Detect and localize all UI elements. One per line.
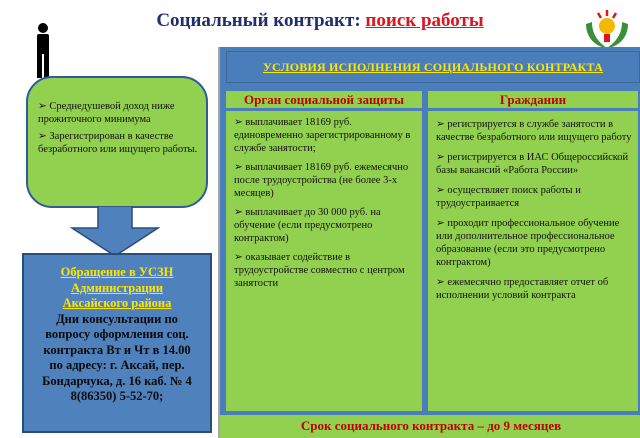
office-header-line: Администрации	[70, 280, 164, 295]
down-arrow-icon	[70, 206, 160, 256]
list-item: ➢ ежемесячно предоставляет отчет об исполнении условий контракта	[436, 277, 609, 301]
citizen-header: Гражданин	[428, 91, 638, 108]
conditions-heading: УСЛОВИЯ ИСПОЛНЕНИЯ СОЦИАЛЬНОГО КОНТРАКТА	[226, 51, 640, 83]
requirement-item: ➢ Среднедушевой доход ниже прожиточного минимума	[38, 101, 175, 125]
title-highlight: поиск работы	[365, 10, 484, 31]
office-contact-box	[22, 253, 212, 433]
list-item: ➢ выплачивает до 30 000 руб. на обучение (если предусмотрено контрактом)	[234, 207, 381, 244]
office-body-line: 8(86350) 5-52-70;	[70, 389, 164, 403]
office-body-line: контракта Вт и Чт в 14.00	[43, 342, 191, 357]
list-item: ➢ проходит профессиональное обучение или дополнительное профессиональное образование (если это предусмотрено контрактом)	[436, 218, 620, 268]
list-item: ➢ выплачивает 18169 руб. единовременно зарегистрированному в службе занятости;	[234, 117, 411, 154]
requirement-item: ➢ Зарегистрирован в качестве безработного или ищущего работы.	[38, 131, 198, 155]
office-body-line: по адресу: г. Аксай, пер.	[49, 358, 185, 372]
list-item: ➢ осуществляет поиск работы и трудоустраивается	[436, 185, 581, 209]
office-body-line: вопросу оформления соц.	[45, 327, 189, 341]
office-body-line: Бондарчука, д. 16 каб. № 4	[42, 373, 192, 388]
title-prefix: Социальный контракт:	[156, 10, 366, 31]
contract-term-banner: Срок социального контракта – до 9 месяцев	[220, 415, 640, 438]
page-title	[0, 10, 640, 32]
citizen-column	[428, 111, 638, 411]
social-protection-column	[226, 111, 422, 411]
office-header-line: Аксайского района	[62, 296, 172, 310]
social-protection-header: Орган социальной защиты	[226, 91, 422, 108]
person-icon	[32, 22, 54, 78]
requirements-oval	[26, 76, 208, 208]
list-item: ➢ регистрируется в службе занятости в качестве безработного или ищущего работу	[436, 119, 632, 143]
list-item: ➢ оказывает содействие в трудоустройстве совместно с центром занятости	[234, 252, 405, 289]
office-header-line: Обращение в УСЗН	[60, 265, 174, 279]
hands-logo-icon	[582, 4, 632, 50]
office-body-line: Дни консультации по	[56, 311, 178, 326]
list-item: ➢ выплачивает 18169 руб. ежемесячно после трудоустройства (не более 3-х месяцев)	[234, 162, 409, 199]
list-item: ➢ регистрируется в ИАС Общероссийской базы вакансий «Работа России»	[436, 152, 629, 176]
conditions-panel	[218, 47, 640, 438]
